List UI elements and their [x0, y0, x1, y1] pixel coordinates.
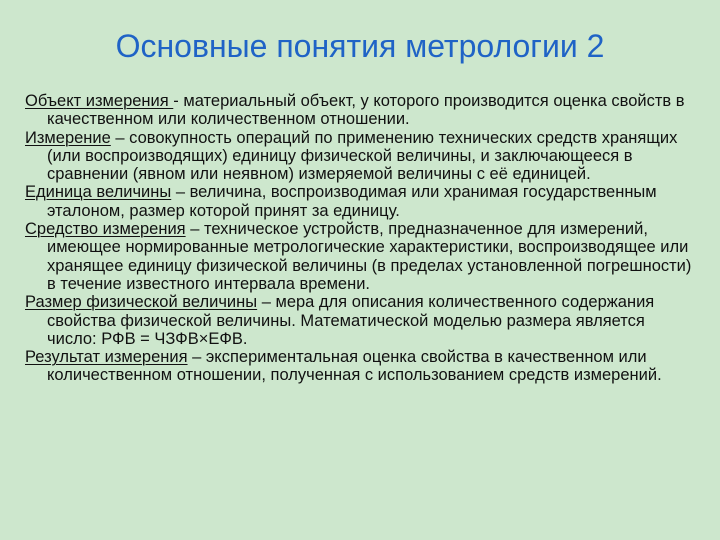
definition-term: Объект измерения	[25, 92, 174, 110]
definition-text: – совокупность операций по применению технических средств хранящих (или воспроизводящих) единицу физической величины, и заключающееся в сравнении (явном или неявном) измеряемой величины с её единицей.	[47, 128, 678, 184]
definition-item	[25, 348, 697, 385]
definition-item	[25, 183, 697, 220]
definition-text: – величина, воспроизводимая или хранимая государственным эталоном, размер которой принят за единицу.	[47, 183, 657, 220]
definition-text: – техническое устройств, предназначенное для измерений, имеющее нормированные метрологические характеристики, воспроизводящее или хранящее единицу физической величины (в пределах установленной погрешности) в течение известного интервала времени.	[47, 220, 692, 293]
definition-item	[25, 129, 697, 184]
definition-item	[25, 293, 697, 348]
definition-item	[25, 220, 697, 293]
definition-term: Единица величины	[25, 183, 172, 202]
definitions-list	[25, 92, 697, 385]
definition-text: – мера для описания количественного содержания свойства физической величины. Математической моделью размера является число: РФВ = ЧЗФВ×ЕФВ.	[47, 293, 655, 348]
slide-title: Основные понятия метрологии 2	[115, 28, 605, 64]
definition-term: Результат измерения	[25, 348, 188, 367]
definition-text: - материальный объект, у которого производится оценка свойств в качественном или количественном отношении.	[47, 92, 685, 129]
definition-text: – экспериментальная оценка свойства в качественном или количественном отношении, полученная с использованием средств измерений.	[47, 348, 662, 385]
definition-term: Измерение	[25, 128, 111, 147]
definition-term: Средство измерения	[25, 220, 186, 239]
definition-item	[25, 92, 697, 129]
definition-term: Размер физической величины	[25, 293, 258, 312]
